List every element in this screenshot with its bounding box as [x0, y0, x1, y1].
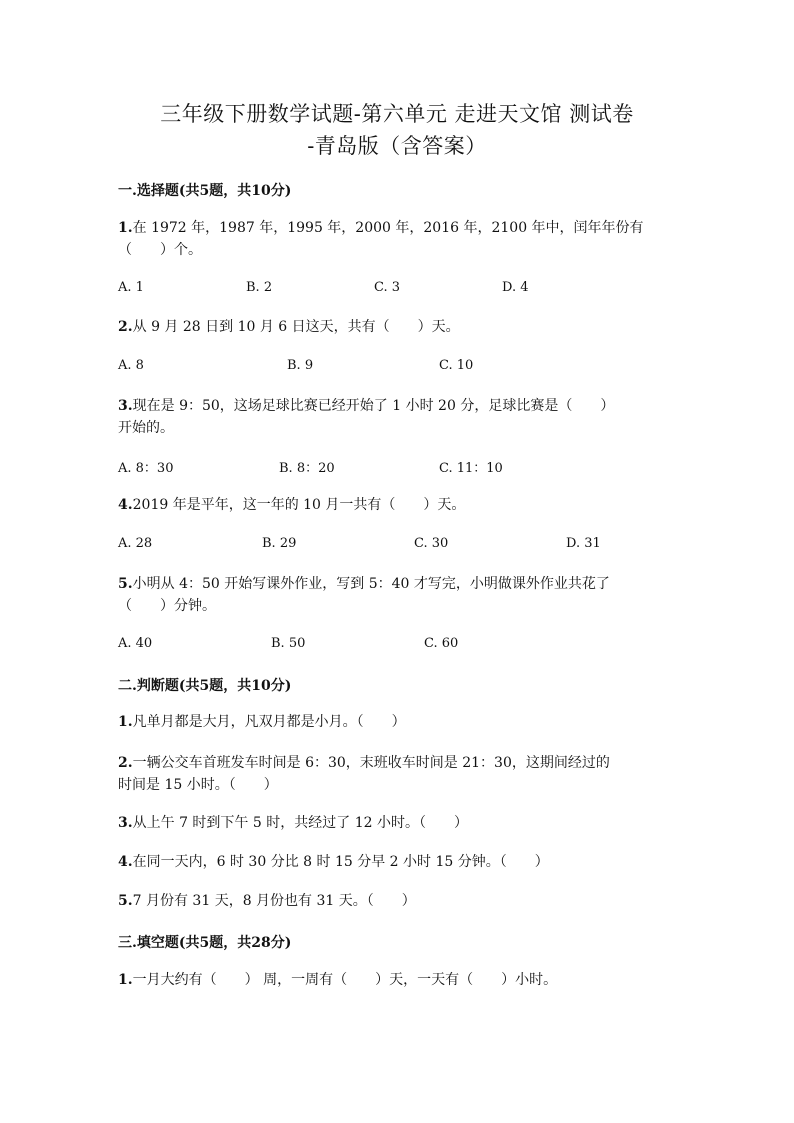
option-b: B. 8：20: [279, 461, 335, 476]
question-text: 现在是 9：50，这场足球比赛已经开始了 1 小时 20 分，足球比赛是（ ）: [132, 398, 615, 414]
question-text: 凡单月都是大月，凡双月都是小月。（ ）: [132, 714, 406, 730]
question-text: 小明从 4：50 开始写课外作业，写到 5：40 才写完，小明做课外作业共花了: [132, 576, 610, 592]
question-text-cont: （ ）分钟。: [118, 598, 216, 614]
section-heading-fill: 三.填空题(共5题，共28分): [118, 935, 292, 951]
option-c: C. 30: [414, 536, 449, 551]
question-text: 在 1972 年，1987 年，1995 年，2000 年，2016 年，2100 年中，闰年年份有: [132, 220, 644, 236]
question-number: 4.: [118, 497, 133, 513]
doc-title-line-1: 三年级下册数学试题-第六单元 走进天文馆 测试卷: [160, 102, 634, 126]
question-number: 1.: [118, 220, 133, 236]
question-text: 2019 年是平年，这一年的 10 月一共有（ ）天。: [132, 497, 466, 513]
option-b: B. 9: [287, 358, 314, 373]
option-b: B. 50: [271, 636, 306, 651]
option-a: A. 8: [118, 358, 144, 373]
choice-question-1: [118, 217, 678, 261]
question-number: 5.: [118, 893, 133, 909]
section-heading-judge: 二.判断题(共5题，共10分): [118, 678, 292, 694]
question-number: 3.: [118, 815, 133, 831]
doc-title-line-2: -青岛版（含答案）: [307, 134, 487, 158]
option-c: C. 3: [374, 280, 401, 295]
judge-question-1: [118, 711, 678, 733]
question-text: 在同一天内，6 时 30 分比 8 时 15 分早 2 小时 15 分钟。（ ）: [132, 854, 549, 870]
option-b: B. 2: [246, 280, 273, 295]
option-d: D. 31: [566, 536, 601, 551]
option-a: A. 8：30: [118, 461, 174, 476]
question-number: 2.: [118, 755, 133, 771]
option-c: C. 11：10: [439, 461, 503, 476]
choice-question-4: [118, 494, 678, 516]
question-number: 5.: [118, 576, 133, 592]
fill-question-1: [118, 969, 678, 991]
question-text-cont: 开始的。: [118, 420, 174, 436]
question-text: 一辆公交车首班发车时间是 6：30，末班收车时间是 21：30，这期间经过的: [132, 755, 610, 771]
option-c: C. 10: [439, 358, 474, 373]
question-text-cont: 时间是 15 小时。（ ）: [118, 777, 278, 793]
question-text: 7 月份有 31 天，8 月份也有 31 天。（ ）: [132, 893, 416, 909]
question-text-cont: （ ）个。: [118, 242, 202, 258]
question-number: 1.: [118, 972, 133, 988]
question-number: 1.: [118, 714, 133, 730]
choice-question-2: [118, 316, 678, 338]
judge-question-4: [118, 851, 678, 873]
option-a: A. 28: [118, 536, 153, 551]
question-text: 从 9 月 28 日到 10 月 6 日这天，共有（ ）天。: [132, 319, 460, 335]
judge-question-5: [118, 890, 678, 912]
choice-question-3: [118, 395, 678, 439]
option-d: D. 4: [502, 280, 529, 295]
section-heading-choice: 一.选择题(共5题，共10分): [118, 183, 292, 199]
question-number: 3.: [118, 398, 133, 414]
question-number: 4.: [118, 854, 133, 870]
judge-question-2: [118, 752, 678, 796]
question-text: 一月大约有（ ） 周，一周有（ ）天，一天有（ ）小时。: [132, 972, 558, 988]
question-text: 从上午 7 时到下午 5 时，共经过了 12 小时。（ ）: [132, 815, 468, 831]
option-c: C. 60: [424, 636, 459, 651]
option-a: A. 1: [118, 280, 144, 295]
choice-question-5: [118, 573, 678, 617]
question-number: 2.: [118, 319, 133, 335]
judge-question-3: [118, 812, 678, 834]
option-b: B. 29: [262, 536, 297, 551]
option-a: A. 40: [118, 636, 153, 651]
